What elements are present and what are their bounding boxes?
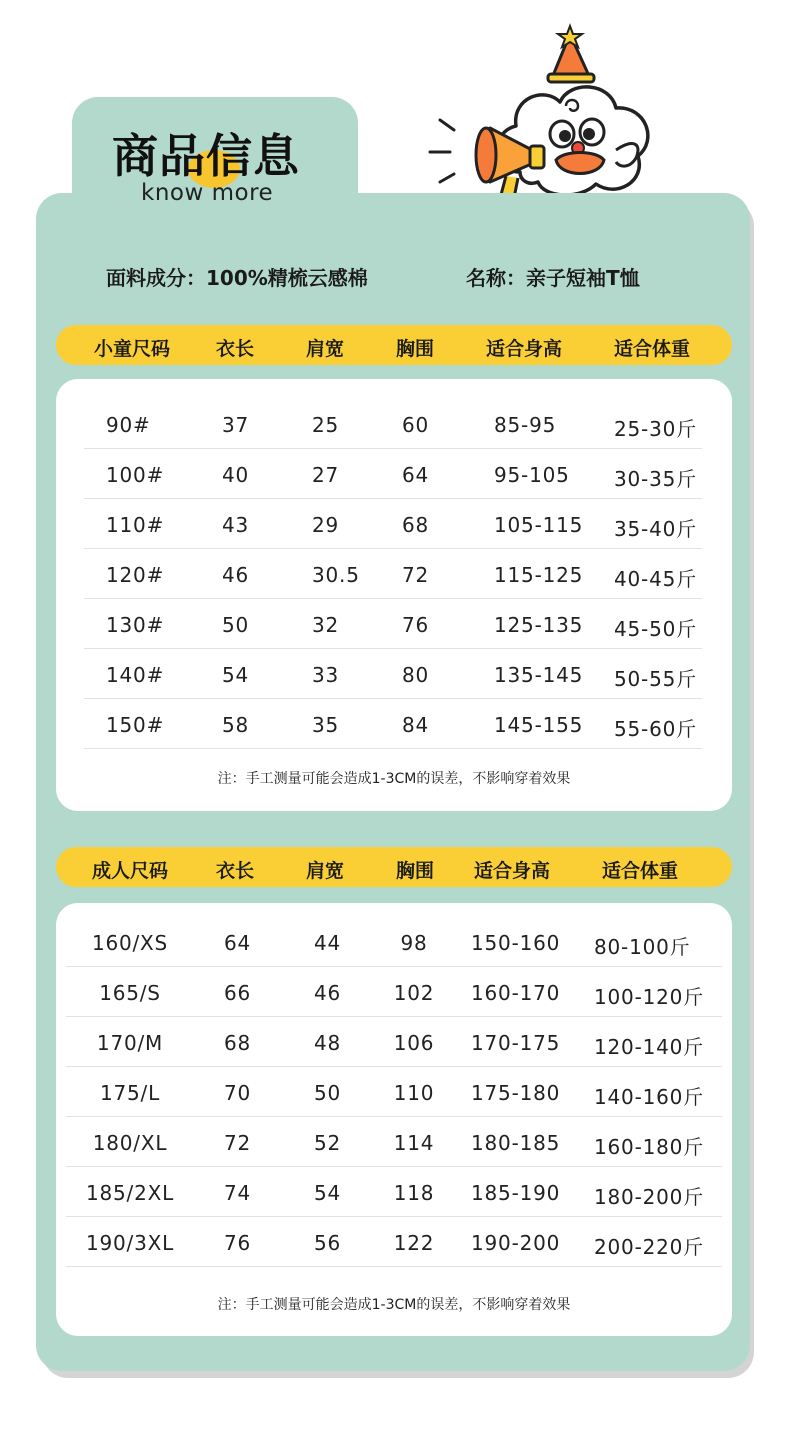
adult-measure-note: 注：手工测量可能会造成1-3CM的误差，不影响穿着效果 (217, 1297, 571, 1313)
table-row (84, 699, 702, 749)
table-cell: 118 (393, 1181, 435, 1205)
table-cell: 165/S (99, 981, 161, 1005)
table-cell: 25 (312, 413, 340, 437)
row-divider (84, 748, 702, 749)
table-cell: 170-175 (471, 1031, 561, 1055)
table-cell: 74 (224, 1181, 252, 1205)
table-row (66, 1067, 722, 1117)
table-cell: 64 (224, 931, 252, 955)
table-cell: 185/2XL (85, 1181, 175, 1205)
table-cell: 122 (393, 1231, 435, 1255)
table-cell: 40-45斤 (614, 567, 697, 591)
table-row (84, 599, 702, 649)
table-cell: 190-200 (471, 1231, 561, 1255)
table-cell: 190/3XL (85, 1231, 175, 1255)
col-chest: 胸围 (396, 338, 435, 360)
table-cell: 150# (106, 713, 165, 737)
table-cell: 120# (106, 563, 165, 587)
table-cell: 160-180斤 (594, 1135, 704, 1159)
table-cell: 105-115 (494, 513, 584, 537)
table-cell: 76 (402, 613, 430, 637)
table-cell: 85-95 (494, 413, 557, 437)
table-cell: 200-220斤 (594, 1235, 704, 1259)
table-cell: 30-35斤 (614, 467, 697, 491)
col-chest: 胸围 (396, 860, 435, 882)
table-cell: 58 (222, 713, 250, 737)
table-row (84, 649, 702, 699)
col-weight: 适合体重 (602, 860, 679, 882)
table-cell: 80 (402, 663, 430, 687)
table-cell: 130# (106, 613, 165, 637)
table-cell: 140-160斤 (594, 1085, 704, 1109)
table-row (66, 1017, 722, 1067)
table-cell: 29 (312, 513, 340, 537)
col-height: 适合身高 (474, 860, 551, 882)
kids-size-header (56, 325, 732, 365)
table-row (66, 917, 722, 967)
table-cell: 185-190 (471, 1181, 561, 1205)
table-row (66, 1117, 722, 1167)
table-cell: 52 (314, 1131, 342, 1155)
table-row (84, 449, 702, 499)
col-height: 适合身高 (486, 338, 563, 360)
cloud-mascot-with-megaphone-icon (420, 22, 670, 218)
table-cell: 100# (106, 463, 165, 487)
table-cell: 115-125 (494, 563, 584, 587)
table-cell: 170/M (96, 1031, 164, 1055)
table-cell: 180-185 (471, 1131, 561, 1155)
table-cell: 54 (222, 663, 250, 687)
table-row (66, 1167, 722, 1217)
table-cell: 64 (402, 463, 430, 487)
table-cell: 90# (106, 413, 151, 437)
table-cell: 145-155 (494, 713, 584, 737)
table-cell: 100-120斤 (594, 985, 704, 1009)
table-cell: 72 (402, 563, 430, 587)
table-cell: 72 (224, 1131, 252, 1155)
col-size: 小童尺码 (94, 338, 171, 360)
table-cell: 40 (222, 463, 250, 487)
table-cell: 135-145 (494, 663, 584, 687)
col-weight: 适合体重 (614, 338, 691, 360)
table-cell: 66 (224, 981, 252, 1005)
col-shoulder: 肩宽 (306, 338, 345, 360)
kids-size-table (56, 379, 732, 811)
table-cell: 50-55斤 (614, 667, 697, 691)
table-cell: 56 (314, 1231, 342, 1255)
adult-size-header (56, 847, 732, 887)
table-cell: 110# (106, 513, 165, 537)
table-cell: 106 (393, 1031, 435, 1055)
table-cell: 80-100斤 (594, 935, 691, 959)
col-length: 衣长 (216, 860, 255, 882)
table-cell: 175-180 (471, 1081, 561, 1105)
table-cell: 37 (222, 413, 250, 437)
table-cell: 46 (314, 981, 342, 1005)
table-cell: 95-105 (494, 463, 570, 487)
table-cell: 102 (393, 981, 435, 1005)
table-cell: 25-30斤 (614, 417, 697, 441)
adult-size-table (56, 903, 732, 1336)
table-cell: 45-50斤 (614, 617, 697, 641)
product-name: 名称：亲子短袖T恤 (466, 266, 640, 290)
table-cell: 35 (312, 713, 340, 737)
table-cell: 27 (312, 463, 340, 487)
table-cell: 150-160 (471, 931, 561, 955)
table-cell: 140# (106, 663, 165, 687)
table-cell: 84 (402, 713, 430, 737)
table-row (84, 499, 702, 549)
table-cell: 33 (312, 663, 340, 687)
kids-measure-note: 注：手工测量可能会造成1-3CM的误差，不影响穿着效果 (217, 771, 571, 787)
table-cell: 30.5 (312, 563, 360, 587)
table-cell: 50 (222, 613, 250, 637)
table-cell: 120-140斤 (594, 1035, 704, 1059)
table-cell: 110 (393, 1081, 435, 1105)
table-cell: 50 (314, 1081, 342, 1105)
table-cell: 43 (222, 513, 250, 537)
col-length: 衣长 (216, 338, 255, 360)
row-divider (66, 1266, 722, 1267)
table-cell: 76 (224, 1231, 252, 1255)
table-cell: 68 (402, 513, 430, 537)
table-cell: 55-60斤 (614, 717, 697, 741)
table-row (66, 1217, 722, 1267)
table-cell: 114 (393, 1131, 435, 1155)
table-cell: 32 (312, 613, 340, 637)
table-cell: 175/L (99, 1081, 161, 1105)
table-row (66, 967, 722, 1017)
table-cell: 46 (222, 563, 250, 587)
table-cell: 180-200斤 (594, 1185, 704, 1209)
table-row (84, 399, 702, 449)
page-title: 商品信息 (112, 129, 300, 183)
table-cell: 35-40斤 (614, 517, 697, 541)
page-subtitle: know more (141, 180, 274, 206)
table-cell: 160-170 (471, 981, 561, 1005)
table-cell: 44 (314, 931, 342, 955)
table-cell: 98 (400, 931, 428, 955)
col-shoulder: 肩宽 (306, 860, 345, 882)
table-cell: 68 (224, 1031, 252, 1055)
table-row (84, 549, 702, 599)
table-cell: 60 (402, 413, 430, 437)
table-cell: 48 (314, 1031, 342, 1055)
table-cell: 180/XL (92, 1131, 168, 1155)
table-cell: 160/XS (91, 931, 169, 955)
col-size: 成人尺码 (92, 860, 169, 882)
table-cell: 54 (314, 1181, 342, 1205)
table-cell: 125-135 (494, 613, 584, 637)
fabric-info: 面料成分：100%精梳云感棉 (106, 266, 368, 290)
table-cell: 70 (224, 1081, 252, 1105)
